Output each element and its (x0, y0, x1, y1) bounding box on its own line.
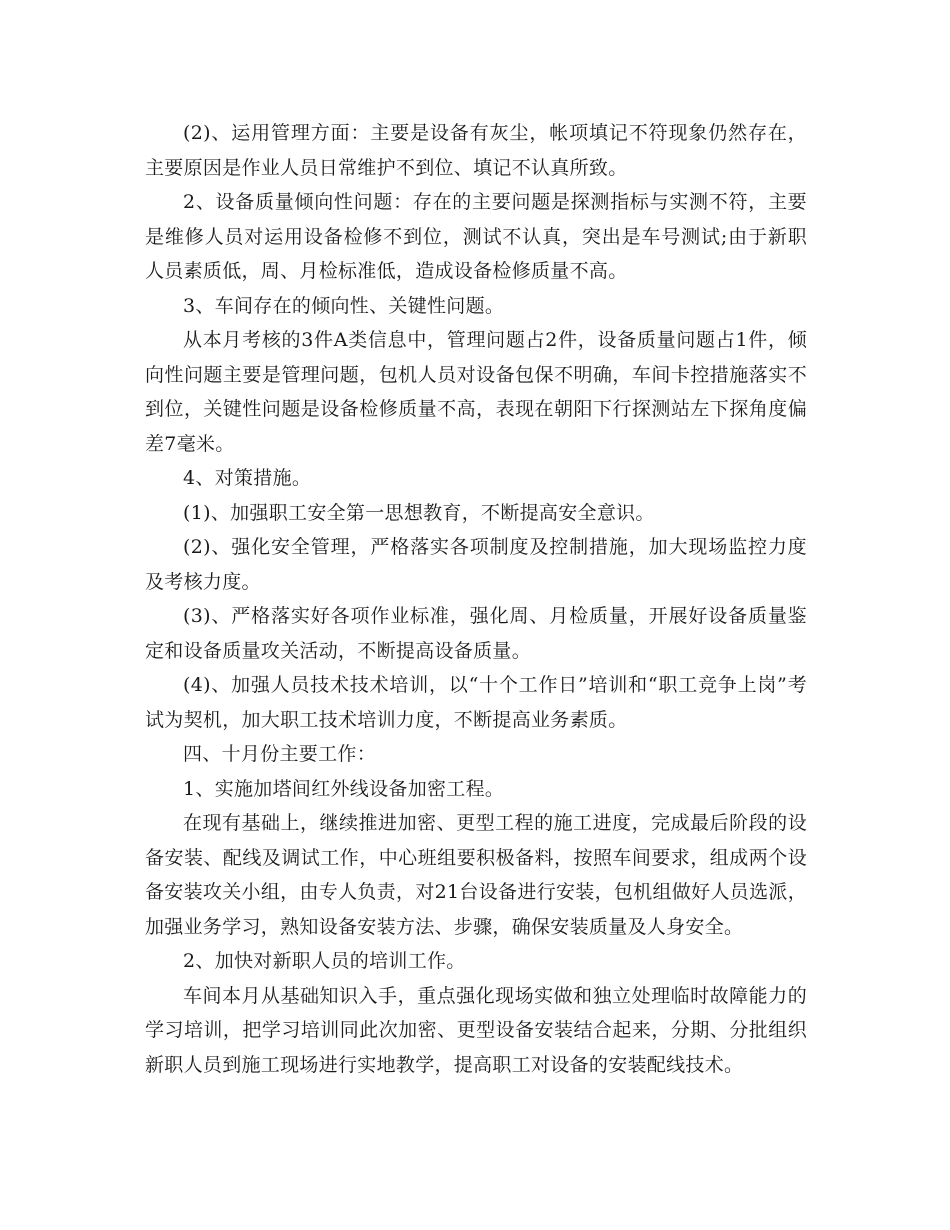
paragraph-measure-3: (3)、严格落实好各项作业标准，强化周、月检质量，开展好设备质量鉴定和设备质量攻关活动，不断提高设备质量。 (145, 605, 807, 662)
paragraph-countermeasures-heading: 4、对策措施。 (183, 467, 312, 489)
paragraph-equipment-quality-issue: 2、设备质量倾向性问题：存在的主要问题是探测指标与实测不符，主要是维修人员对运用设备检修不到位，测试不认真，突出是车号测试;由于新职人员素质低，周、月检标准低，造成设备检修质量不高。 (145, 191, 807, 282)
document-body (145, 116, 807, 1082)
paragraph-work-item-1-heading: 1、实施加塔间红外线设备加密工程。 (183, 777, 505, 800)
paragraph-work-item-2-detail: 车间本月从基础知识入手，重点强化现场实做和独立处理临时故障能力的学习培训，把学习培训同此次加密、更型设备安装结合起来，分期、分批组织新职人员到施工现场进行实地教学，提高职工对设备的安装配线技术。 (145, 984, 807, 1076)
paragraph-assessment-summary: 从本月考核的3件A类信息中，管理问题占2件，设备质量问题占1件，倾向性问题主要是管理问题，包机人员对设备包保不明确，车间卡控措施落实不到位，关键性问题是设备检修质量不高，表现在朝阳下行探测站左下探角度偏差7毫米。 (145, 329, 807, 455)
paragraph-workshop-issue-heading: 3、车间存在的倾向性、关键性问题。 (183, 294, 505, 317)
paragraph-october-work-heading: 四、十月份主要工作： (183, 743, 377, 765)
paragraph-work-item-2-heading: 2、加快对新职人员的培训工作。 (183, 950, 466, 972)
paragraph-work-item-1-detail: 在现有基础上，继续推进加密、更型工程的施工进度，完成最后阶段的设备安装、配线及调试工作，中心班组要积极备料，按照车间要求，组成两个设备安装攻关小组，由专人负责，对21台设备进行安装，包机组做好人员选派，加强业务学习，熟知设备安装方法、步骤，确保安装质量及人身安全。 (145, 812, 807, 938)
paragraph-measure-2: (2)、强化安全管理，严格落实各项制度及控制措施，加大现场监控力度及考核力度。 (145, 536, 807, 593)
paragraph-measure-1: (1)、加强职工安全第一思想教育，不断提高安全意识。 (183, 501, 655, 524)
paragraph-usage-management: (2)、运用管理方面：主要是设备有灰尘，帐项填记不符现象仍然存在，主要原因是作业人员日常维护不到位、填记不认真所致。 (145, 122, 807, 179)
paragraph-measure-4: (4)、加强人员技术技术培训，以“十个工作日”培训和“职工竞争上岗”考试为契机，加大职工技术培训力度，不断提高业务素质。 (145, 674, 807, 731)
